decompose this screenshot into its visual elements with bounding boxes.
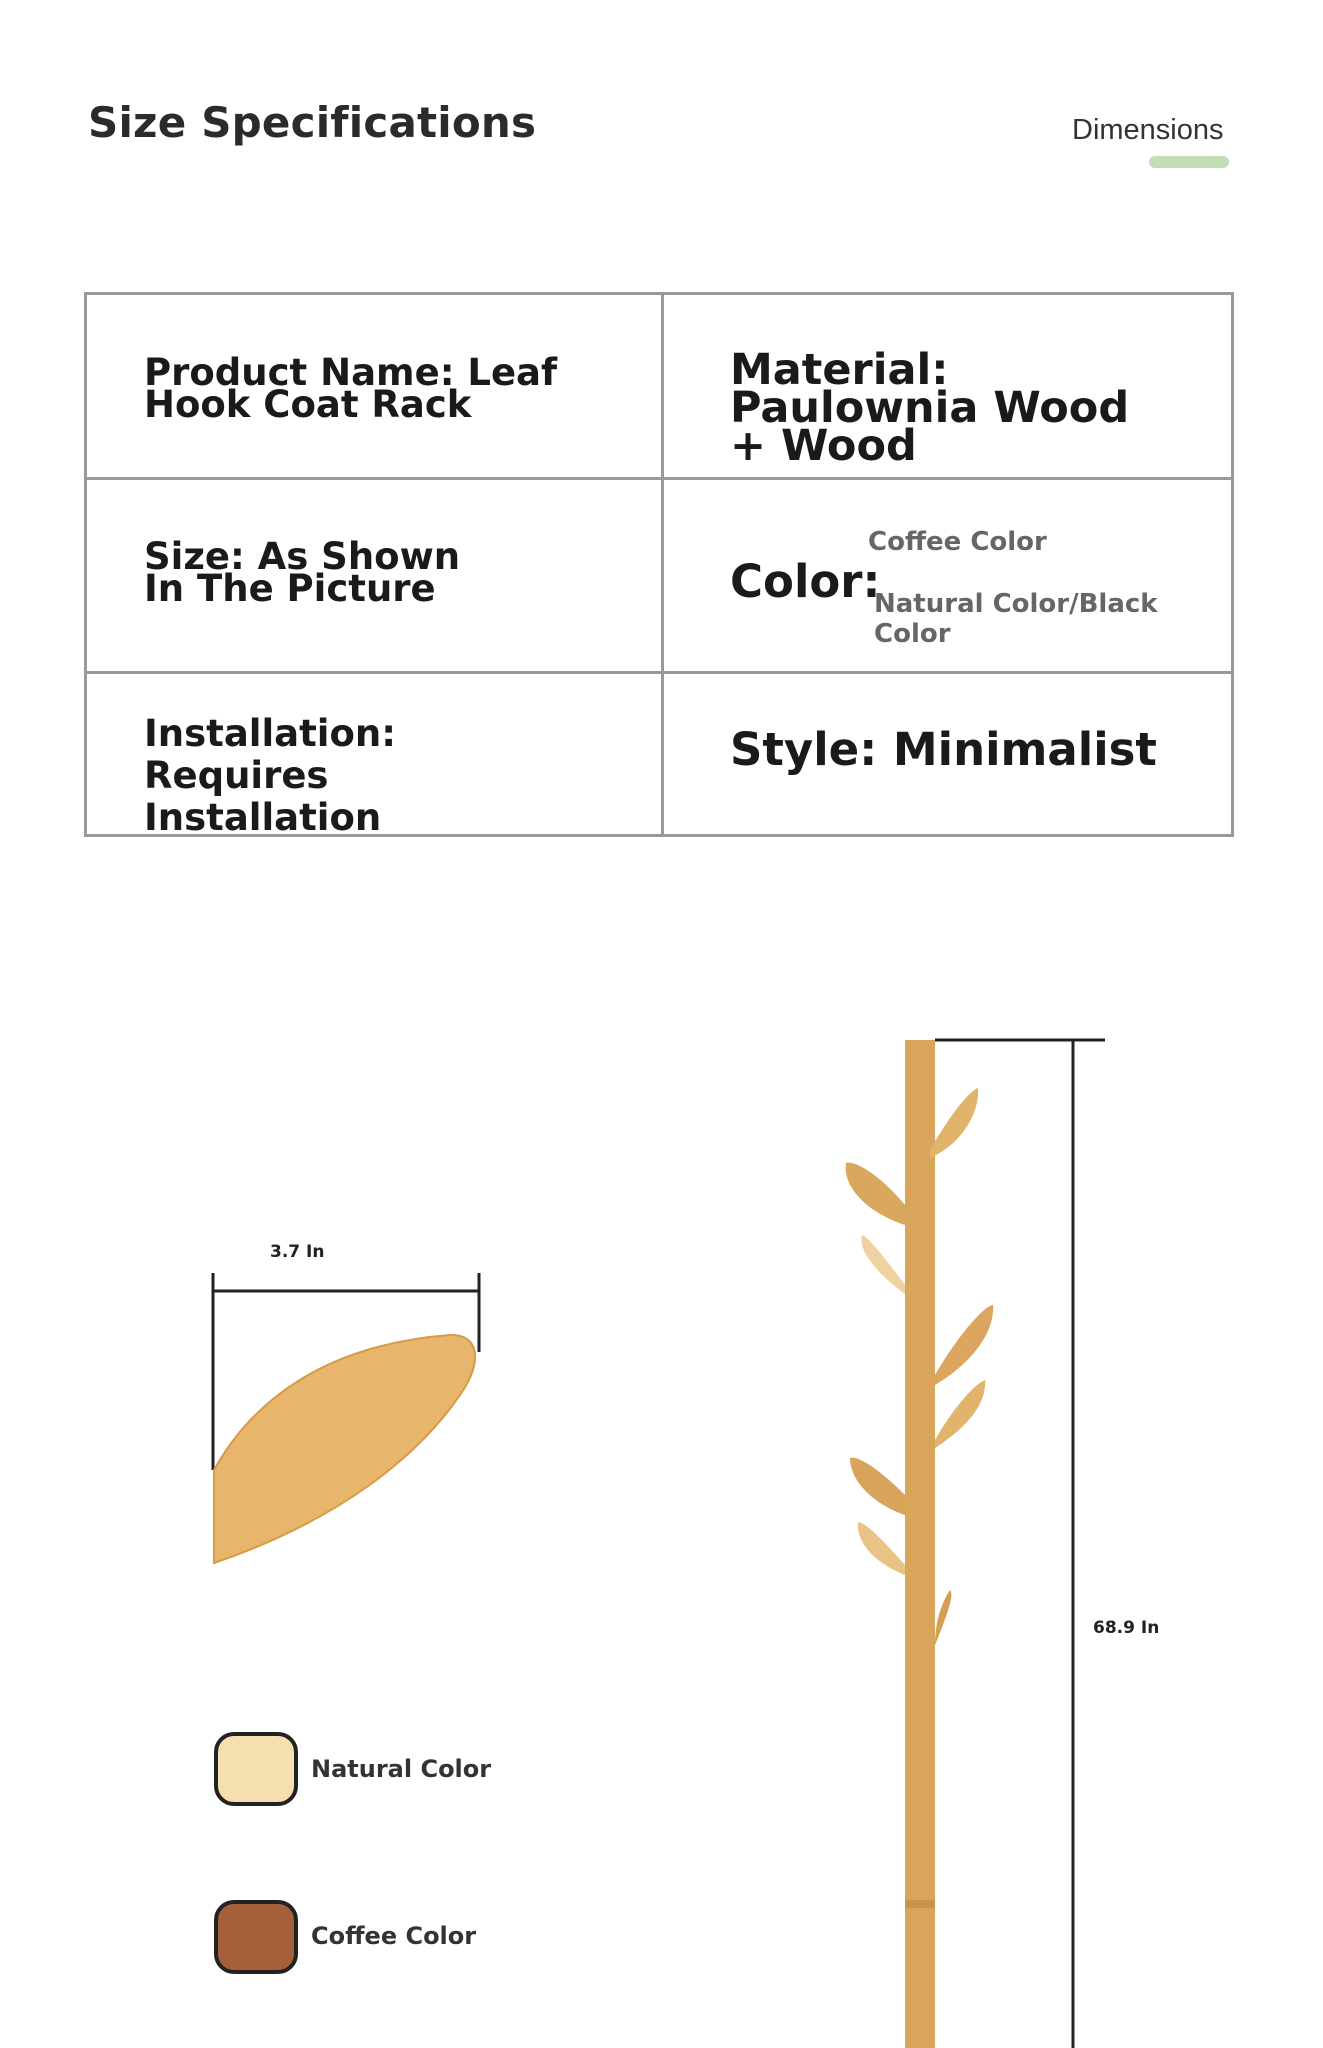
coat-rack-image xyxy=(846,1040,994,2048)
swatch-coffee-color-label: Coffee Color xyxy=(311,1922,477,1950)
spec-color-option-coffee: Coffee Color xyxy=(868,527,1047,557)
rack-height-label: 68.9 In xyxy=(1093,1618,1160,1638)
swatch-coffee-color xyxy=(214,1900,298,1974)
swatch-natural-color xyxy=(214,1732,298,1806)
spec-installation: Installation: Requires Installation xyxy=(144,712,397,839)
spec-color-option-natural-black: Natural Color/Black Color xyxy=(874,589,1158,649)
tab-dimensions[interactable]: Dimensions xyxy=(1072,114,1224,146)
page-title: Size Specifications xyxy=(88,98,537,147)
spec-color-label: Color: xyxy=(730,555,881,608)
spec-product-name: Product Name: Leaf Hook Coat Rack xyxy=(144,351,558,426)
leaf-hook-image xyxy=(214,1335,475,1563)
spec-size: Size: As Shown In The Picture xyxy=(144,535,461,610)
leaf-width-label: 3.7 In xyxy=(270,1242,325,1262)
rack-height-dimension-line xyxy=(935,1040,1105,2048)
spec-material: Material: Paulownia Wood + Wood xyxy=(730,345,1130,471)
spec-style: Style: Minimalist xyxy=(730,723,1157,776)
swatch-natural-color-label: Natural Color xyxy=(311,1755,492,1783)
